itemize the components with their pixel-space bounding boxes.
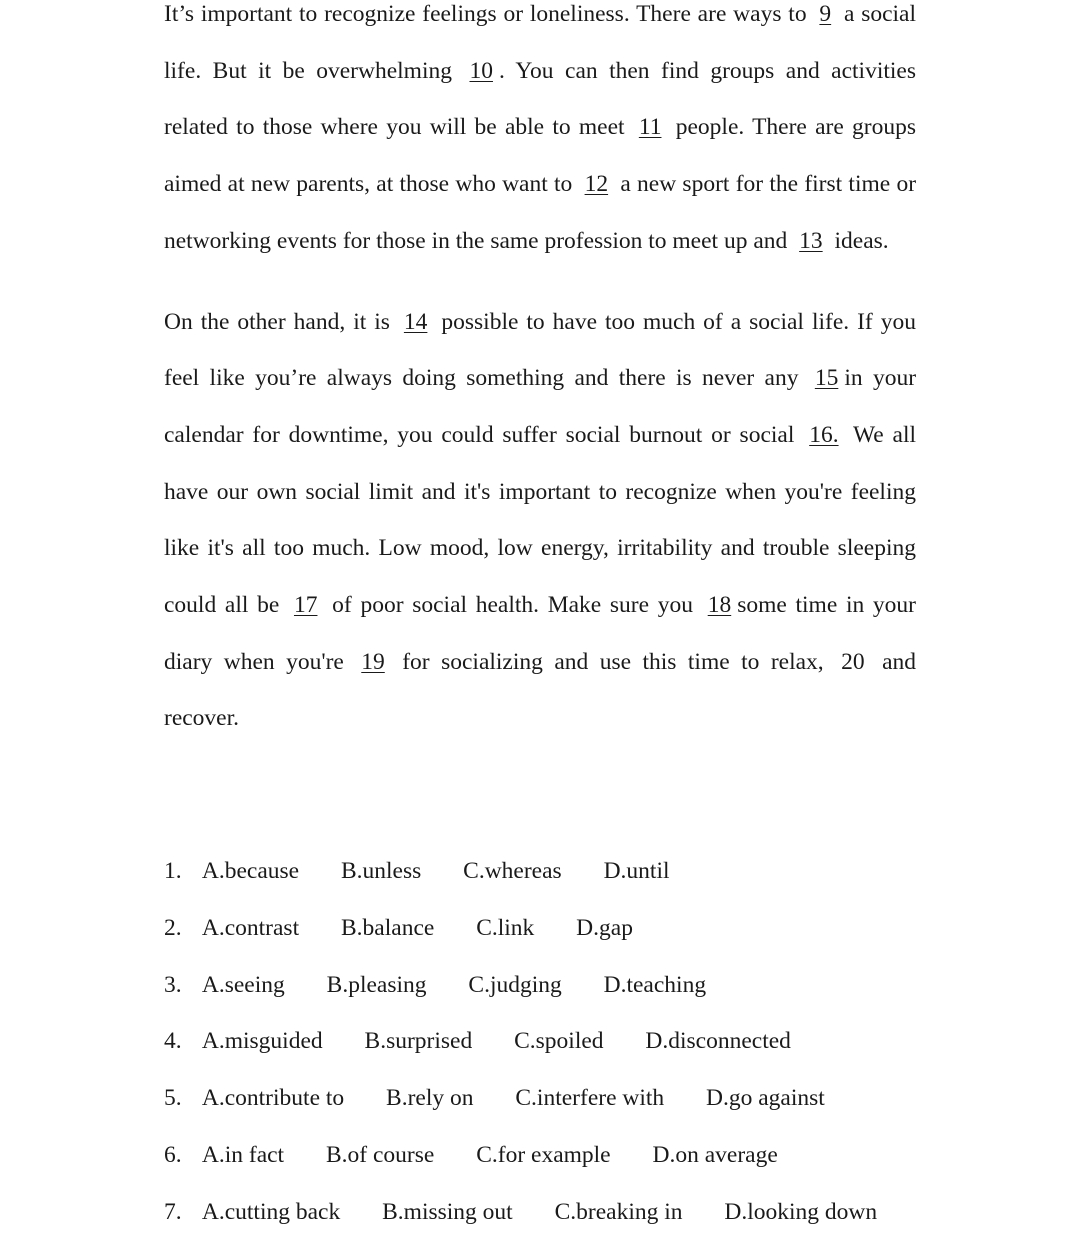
paragraph-2 xyxy=(164,294,916,748)
option-b: B.unless xyxy=(340,858,422,884)
p1-text-2: a social life. But it be overwhelming xyxy=(164,1,917,84)
option-a: A.misguided xyxy=(201,1028,323,1055)
option-b: B.rely on xyxy=(386,1085,474,1112)
blank-11: 11 xyxy=(638,114,662,141)
option-b: B.missing out xyxy=(382,1198,513,1225)
passage xyxy=(164,0,916,747)
question-number: 4. xyxy=(164,1028,182,1055)
question-row xyxy=(164,1070,924,1127)
blank-15: 15 xyxy=(814,365,839,392)
p2-text-7: for socializing and use this time to relax, xyxy=(402,648,824,675)
option-d: D.disconnected xyxy=(645,1028,791,1055)
p1-text-4: people. There are groups aimed at new parents, at those who want to xyxy=(164,114,917,198)
option-b: B.surprised xyxy=(364,1028,473,1055)
option-d: D.looking down xyxy=(724,1198,878,1225)
option-b: B.of course xyxy=(325,1141,435,1168)
blank-13: 13 xyxy=(799,227,823,254)
question-number: 3. xyxy=(164,971,182,998)
option-b: B.pleasing xyxy=(326,971,427,998)
option-c: C.breaking in xyxy=(554,1198,683,1225)
blank-9: 9 xyxy=(819,1,832,27)
question-number: 6. xyxy=(164,1141,182,1168)
question-number: 2. xyxy=(164,914,182,941)
question-row xyxy=(164,900,924,957)
option-c: C.for example xyxy=(476,1141,611,1168)
question-number: 7. xyxy=(164,1198,182,1225)
option-c: C.spoiled xyxy=(514,1028,604,1055)
option-d: D.gap xyxy=(576,914,633,941)
question-row xyxy=(164,843,924,900)
option-b: B.balance xyxy=(341,914,435,941)
blank-17: 17 xyxy=(293,592,318,619)
question-row xyxy=(164,1127,924,1184)
option-d: D.until xyxy=(603,858,670,884)
question-number: 5. xyxy=(164,1085,182,1112)
blank-19: 19 xyxy=(361,648,385,675)
p2-text-5: of poor social health. Make sure you xyxy=(332,592,693,619)
question-options xyxy=(164,843,924,1241)
option-a: A.seeing xyxy=(201,971,285,998)
p2-text-3: in your calendar for downtime, you could suffer social burnout or social xyxy=(164,365,917,448)
option-a: A.contribute to xyxy=(201,1085,345,1112)
blank-12: 12 xyxy=(584,171,609,198)
p1-text-5: a new sport for the first time or networking events for those in the same profession to meet up and xyxy=(164,171,917,254)
question-row xyxy=(164,1184,924,1241)
option-c: C.link xyxy=(476,914,535,941)
paragraph-1 xyxy=(164,0,916,270)
p1-text-1: It’s important to recognize feelings or loneliness. There are ways to xyxy=(164,1,807,27)
option-d: D.go against xyxy=(706,1085,825,1112)
option-a: A.cutting back xyxy=(201,1198,341,1225)
option-d: D.teaching xyxy=(603,971,707,998)
option-a: A.contrast xyxy=(201,914,300,941)
blank-10: 10 xyxy=(469,57,493,84)
p1-text-3: . You can then find groups and activities related to those where you will be able to meet xyxy=(164,57,917,141)
option-c: C.interfere with xyxy=(515,1085,665,1112)
question-row xyxy=(164,957,924,1014)
p2-text-8: and recover. xyxy=(164,648,917,732)
blank-18: 18 xyxy=(707,592,732,619)
p2-text-6: some time in your diary when you're xyxy=(164,592,917,675)
p1-text-6: ideas. xyxy=(834,227,889,254)
option-c: C.judging xyxy=(468,971,562,998)
question-number: 1. xyxy=(164,858,182,884)
option-c: C.whereas xyxy=(463,858,562,884)
p2-text-1: On the other hand, it is xyxy=(164,308,390,335)
blank-20: 20 xyxy=(841,648,865,675)
option-a: A.in fact xyxy=(201,1141,285,1168)
p2-text-4: We all have our own social limit and it's important to recognize when you're feeling like it's all too much. Low mood, low energy, irritability and trouble sleeping could all be xyxy=(164,421,917,619)
option-a: A.because xyxy=(201,858,300,884)
p2-text-2: possible to have too much of a social life. If you feel like you’re always doing something and there is never any xyxy=(164,308,916,392)
option-d: D.on average xyxy=(652,1141,778,1168)
blank-16: 16. xyxy=(809,421,839,448)
blank-14: 14 xyxy=(403,308,428,335)
question-row xyxy=(164,1013,924,1070)
